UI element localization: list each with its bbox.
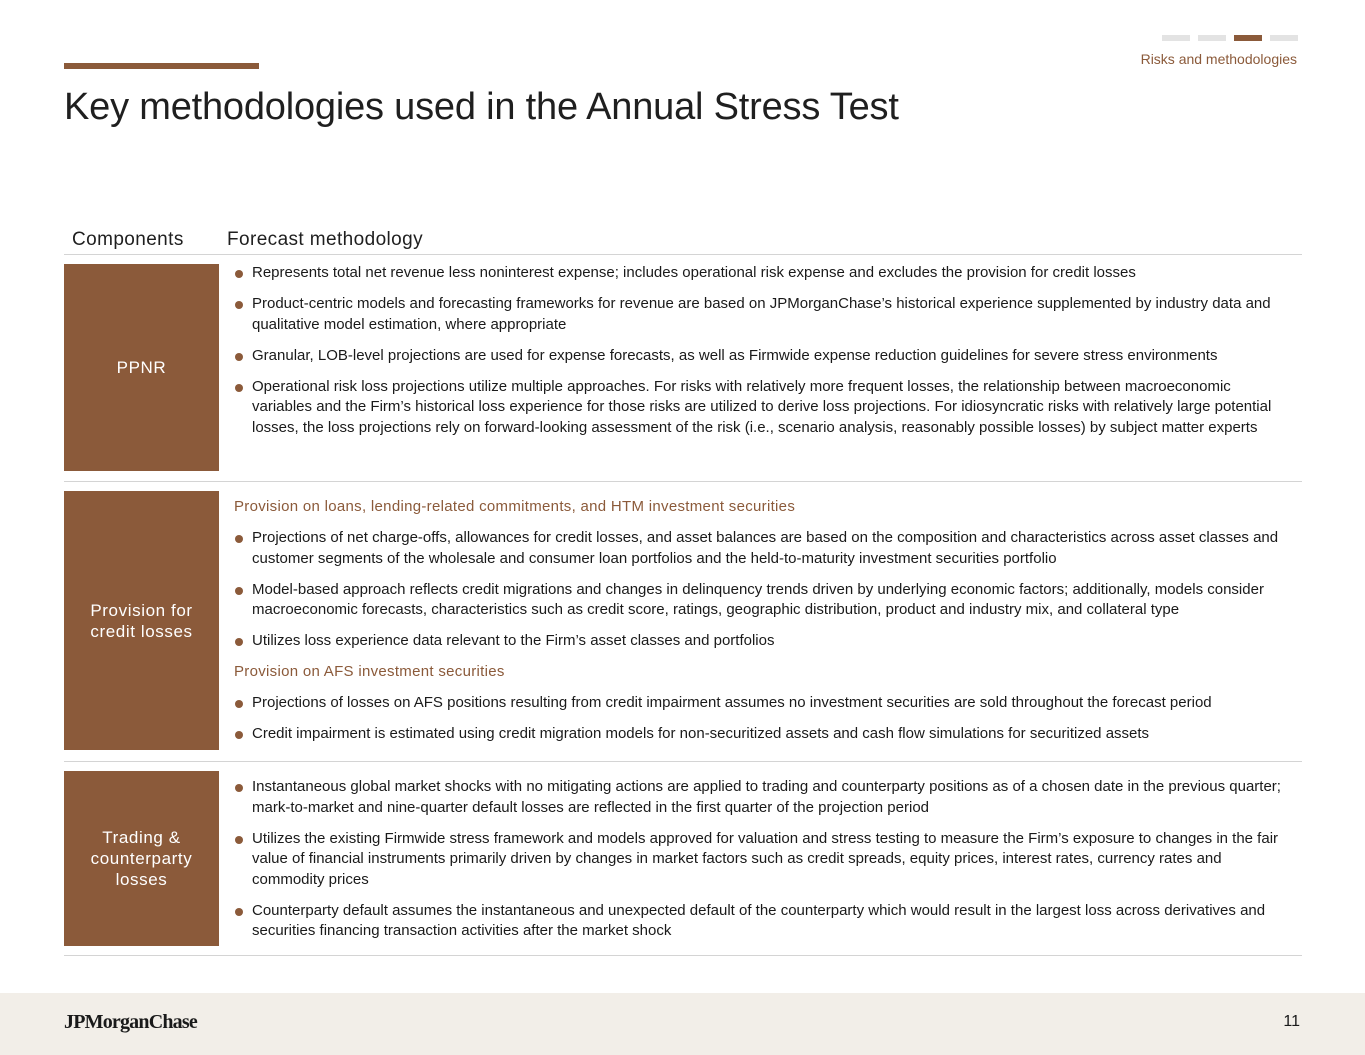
methodology-bullet: Instantaneous global market shocks with no mitigating actions are applied to trading and counterparty positions as of a chosen date in the previous quarter; mark-to-market and nine-quarter default losses are reflected in the first quarter of the projection period [234,777,1294,818]
component-ppnr: PPNR [64,264,219,471]
page-number: 11 [1283,1013,1300,1030]
column-header-methodology: Forecast methodology [227,229,423,250]
page-title: Key methodologies used in the Annual Stress Test [64,86,899,128]
methodology-bullet: Granular, LOB-level projections are used for expense forecasts, as well as Firmwide expense reduction guidelines for severe stress environments [234,346,1294,367]
footer-band [0,993,1365,1055]
component-trading-counterparty-losses: Trading & counterparty losses [64,771,219,946]
methodology-bullet: Product-centric models and forecasting frameworks for revenue are based on JPMorganChase’s historical experience supplemented by industry data and qualitative model estimation, where appropriate [234,294,1294,335]
table-divider [64,481,1302,482]
section-progress-indicator [1162,35,1298,41]
methodology-bullet: Counterparty default assumes the instantaneous and unexpected default of the counterparty which would result in the largest loss across derivatives and securities financing transaction activities after the market shock [234,901,1294,942]
component-provision-credit-losses: Provision for credit losses [64,491,219,750]
methodology-bullet: Model-based approach reflects credit migrations and changes in delinquency trends driven by underlying economic factors; additionally, models consider macroeconomic forecasts, characteristics such as credit score, ratings, geographic distribution, product and industry mix, and collateral type [234,580,1294,621]
table-divider [64,955,1302,956]
company-logo: JPMorganChase [64,1011,197,1033]
progress-segment [1162,35,1190,41]
methodology-trading [234,777,1294,952]
progress-segment-active [1234,35,1262,41]
progress-segment [1198,35,1226,41]
section-label: Risks and methodologies [1140,51,1297,67]
column-header-components: Components [72,229,184,250]
methodology-bullet: Operational risk loss projections utilize multiple approaches. For risks with relatively more frequent losses, the relationship between macroeconomic variables and the Firm’s historical loss experience for those risks are utilized to derive loss projections. For idiosyncratic risks with relatively large potential losses, the loss projections rely on forward-looking assessment of the risk (i.e., scenario analysis, reasonably possible losses) by subject matter experts [234,377,1294,439]
methodology-bullet: Represents total net revenue less noninterest expense; includes operational risk expense and excludes the provision for credit losses [234,263,1294,284]
title-accent-bar [64,63,259,69]
methodology-provision [234,497,1294,755]
methodology-bullet: Credit impairment is estimated using credit migration models for non-securitized assets and cash flow simulations for securitized assets [234,724,1294,745]
table-divider [64,254,1302,255]
methodology-bullet: Utilizes the existing Firmwide stress framework and models approved for valuation and stress testing to measure the Firm’s exposure to changes in the fair value of financial instruments primarily driven by changes in market factors such as credit spreads, equity prices, interest rates, currency rates and commodity prices [234,829,1294,891]
subsection-heading: Provision on loans, lending-related commitments, and HTM investment securities [234,498,796,515]
methodology-bullet: Projections of net charge-offs, allowances for credit losses, and asset balances are based on the composition and characteristics across asset classes and customer segments of the wholesale and consumer loan portfolios and the held-to-maturity investment securities portfolio [234,528,1294,569]
table-divider [64,761,1302,762]
methodology-bullet: Utilizes loss experience data relevant to the Firm’s asset classes and portfolios [234,631,1294,652]
methodology-bullet: Projections of losses on AFS positions resulting from credit impairment assumes no investment securities are sold throughout the forecast period [234,693,1294,714]
methodology-ppnr [234,263,1294,449]
progress-segment [1270,35,1298,41]
subsection-heading: Provision on AFS investment securities [234,663,505,680]
